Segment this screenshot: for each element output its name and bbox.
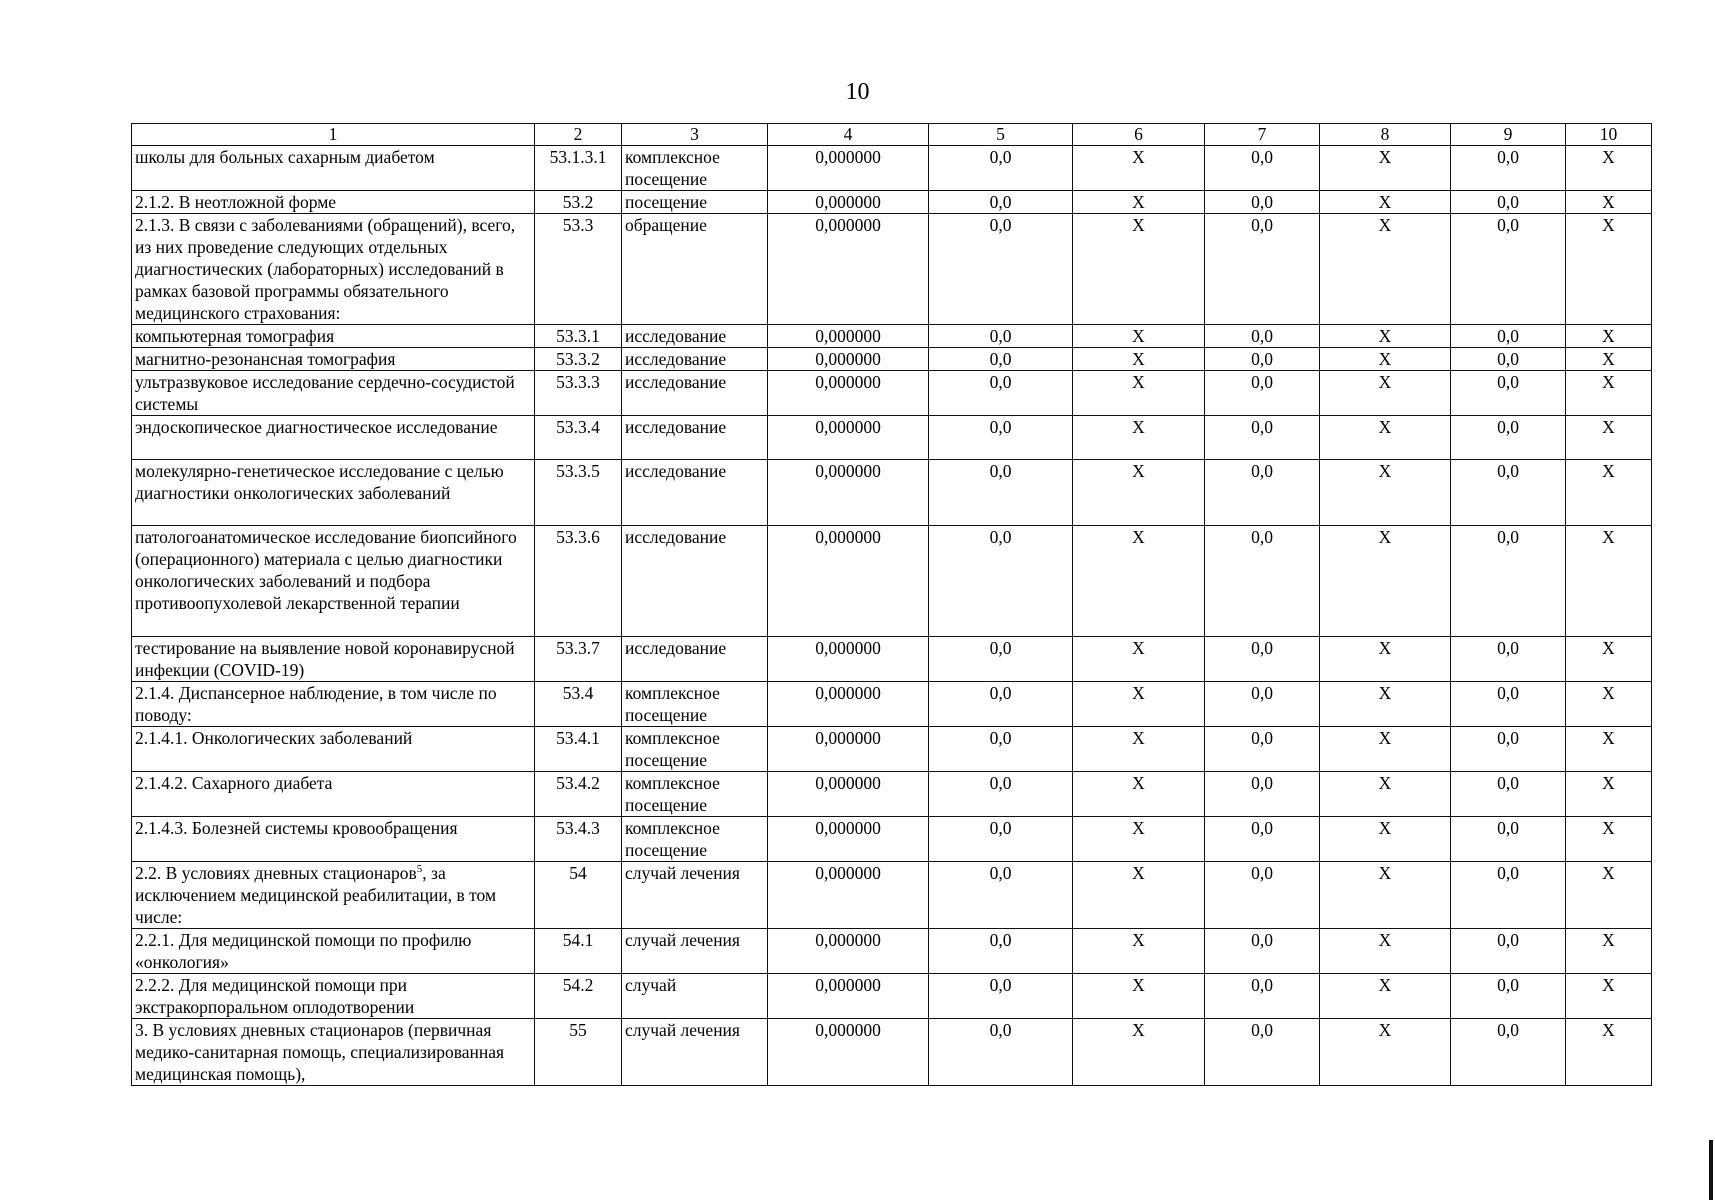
cell-col-5: 0,0 bbox=[929, 214, 1073, 325]
cell-col-6: Х bbox=[1073, 817, 1205, 862]
row-name-continuation: , за исключением медицинской реабилитации, в том числе: bbox=[135, 863, 497, 927]
cell-col-10: Х bbox=[1566, 371, 1652, 416]
cell-col-10: Х bbox=[1566, 1019, 1652, 1086]
row-unit: комплексное посещение bbox=[622, 146, 768, 191]
table-row bbox=[132, 460, 1652, 526]
column-header: 6 bbox=[1073, 124, 1205, 146]
row-code: 53.3.1 bbox=[535, 325, 622, 348]
cell-col-5: 0,0 bbox=[929, 146, 1073, 191]
cell-col-4: 0,000000 bbox=[768, 974, 929, 1019]
row-code: 55 bbox=[535, 1019, 622, 1086]
cell-col-7: 0,0 bbox=[1205, 191, 1320, 214]
row-name bbox=[132, 862, 535, 929]
cell-col-4: 0,000000 bbox=[768, 348, 929, 371]
cell-col-7: 0,0 bbox=[1205, 416, 1320, 460]
cell-col-10: Х bbox=[1566, 526, 1652, 637]
table-row bbox=[132, 146, 1652, 191]
cell-col-5: 0,0 bbox=[929, 817, 1073, 862]
cell-col-9: 0,0 bbox=[1451, 146, 1566, 191]
cell-col-4: 0,000000 bbox=[768, 146, 929, 191]
cell-col-7: 0,0 bbox=[1205, 1019, 1320, 1086]
row-code: 53.3.4 bbox=[535, 416, 622, 460]
cell-col-5: 0,0 bbox=[929, 460, 1073, 526]
row-name: школы для больных сахарным диабетом bbox=[132, 146, 535, 191]
cell-col-10: Х bbox=[1566, 862, 1652, 929]
cell-col-9: 0,0 bbox=[1451, 1019, 1566, 1086]
cell-col-4: 0,000000 bbox=[768, 214, 929, 325]
cell-col-10: Х bbox=[1566, 191, 1652, 214]
row-name: магнитно-резонансная томография bbox=[132, 348, 535, 371]
row-code: 53.3.5 bbox=[535, 460, 622, 526]
cell-col-10: Х bbox=[1566, 682, 1652, 727]
cell-col-6: Х bbox=[1073, 974, 1205, 1019]
scan-edge-mark bbox=[1709, 1140, 1713, 1200]
row-name: эндоскопическое диагностическое исследование bbox=[132, 416, 535, 460]
column-header: 10 bbox=[1566, 124, 1652, 146]
cell-col-9: 0,0 bbox=[1451, 325, 1566, 348]
cell-col-4: 0,000000 bbox=[768, 727, 929, 772]
cell-col-8: Х bbox=[1320, 371, 1451, 416]
cell-col-4: 0,000000 bbox=[768, 772, 929, 817]
cell-col-6: Х bbox=[1073, 191, 1205, 214]
cell-col-4: 0,000000 bbox=[768, 1019, 929, 1086]
cell-col-5: 0,0 bbox=[929, 191, 1073, 214]
cell-col-7: 0,0 bbox=[1205, 460, 1320, 526]
cell-col-9: 0,0 bbox=[1451, 526, 1566, 637]
cell-col-4: 0,000000 bbox=[768, 682, 929, 727]
cell-col-5: 0,0 bbox=[929, 772, 1073, 817]
cell-col-9: 0,0 bbox=[1451, 214, 1566, 325]
row-unit: случай bbox=[622, 974, 768, 1019]
cell-col-7: 0,0 bbox=[1205, 637, 1320, 682]
cell-col-6: Х bbox=[1073, 526, 1205, 637]
page-number: 10 bbox=[845, 79, 870, 105]
cell-col-9: 0,0 bbox=[1451, 727, 1566, 772]
table-row bbox=[132, 526, 1652, 637]
table-row bbox=[132, 637, 1652, 682]
row-name: 2.1.4.1. Онкологических заболеваний bbox=[132, 727, 535, 772]
cell-col-8: Х bbox=[1320, 416, 1451, 460]
cell-col-7: 0,0 bbox=[1205, 371, 1320, 416]
cell-col-10: Х bbox=[1566, 325, 1652, 348]
cell-col-6: Х bbox=[1073, 862, 1205, 929]
row-code: 53.4 bbox=[535, 682, 622, 727]
row-code: 53.4.2 bbox=[535, 772, 622, 817]
table-row bbox=[132, 371, 1652, 416]
cell-col-6: Х bbox=[1073, 682, 1205, 727]
cell-col-5: 0,0 bbox=[929, 371, 1073, 416]
cell-col-7: 0,0 bbox=[1205, 772, 1320, 817]
cell-col-7: 0,0 bbox=[1205, 214, 1320, 325]
row-unit: комплексное посещение bbox=[622, 772, 768, 817]
cell-col-5: 0,0 bbox=[929, 974, 1073, 1019]
cell-col-7: 0,0 bbox=[1205, 817, 1320, 862]
cell-col-7: 0,0 bbox=[1205, 526, 1320, 637]
cell-col-5: 0,0 bbox=[929, 325, 1073, 348]
table-row bbox=[132, 682, 1652, 727]
footnote-marker: 5 bbox=[416, 863, 423, 876]
cell-col-5: 0,0 bbox=[929, 727, 1073, 772]
row-name: 2.1.4.2. Сахарного диабета bbox=[132, 772, 535, 817]
cell-col-10: Х bbox=[1566, 637, 1652, 682]
column-header: 1 bbox=[132, 124, 535, 146]
cell-col-4: 0,000000 bbox=[768, 325, 929, 348]
row-unit: случай лечения bbox=[622, 862, 768, 929]
row-name: 2.2.2. Для медицинской помощи при экстракорпоральном оплодотворении bbox=[132, 974, 535, 1019]
cell-col-8: Х bbox=[1320, 727, 1451, 772]
cell-col-6: Х bbox=[1073, 416, 1205, 460]
cell-col-4: 0,000000 bbox=[768, 416, 929, 460]
cell-col-7: 0,0 bbox=[1205, 325, 1320, 348]
table-row bbox=[132, 862, 1652, 929]
cell-col-8: Х bbox=[1320, 146, 1451, 191]
cell-col-10: Х bbox=[1566, 817, 1652, 862]
table-body bbox=[132, 146, 1652, 1086]
table-row bbox=[132, 416, 1652, 460]
row-unit: исследование bbox=[622, 325, 768, 348]
cell-col-9: 0,0 bbox=[1451, 637, 1566, 682]
cell-col-5: 0,0 bbox=[929, 862, 1073, 929]
cell-col-8: Х bbox=[1320, 348, 1451, 371]
cell-col-5: 0,0 bbox=[929, 526, 1073, 637]
row-unit: обращение bbox=[622, 214, 768, 325]
row-code: 53.3.7 bbox=[535, 637, 622, 682]
row-unit: исследование bbox=[622, 348, 768, 371]
cell-col-10: Х bbox=[1566, 460, 1652, 526]
cell-col-4: 0,000000 bbox=[768, 191, 929, 214]
row-name: 2.1.3. В связи с заболеваниями (обращений), всего, из них проведение следующих отдельных диагностических (лабораторных) исследований в рамках базовой программы обязательного медицинского страхования: bbox=[132, 214, 535, 325]
header-row bbox=[132, 124, 1652, 146]
table-row bbox=[132, 1019, 1652, 1086]
row-name: 3. В условиях дневных стационаров (первичная медико-санитарная помощь, специализированная медицинская помощь), bbox=[132, 1019, 535, 1086]
cell-col-9: 0,0 bbox=[1451, 191, 1566, 214]
row-unit: случай лечения bbox=[622, 1019, 768, 1086]
cell-col-6: Х bbox=[1073, 371, 1205, 416]
cell-col-10: Х bbox=[1566, 416, 1652, 460]
cell-col-7: 0,0 bbox=[1205, 727, 1320, 772]
cell-col-4: 0,000000 bbox=[768, 526, 929, 637]
cell-col-6: Х bbox=[1073, 146, 1205, 191]
cell-col-9: 0,0 bbox=[1451, 416, 1566, 460]
row-unit: комплексное посещение bbox=[622, 727, 768, 772]
cell-col-5: 0,0 bbox=[929, 929, 1073, 974]
column-header: 8 bbox=[1320, 124, 1451, 146]
cell-col-4: 0,000000 bbox=[768, 862, 929, 929]
row-unit: комплексное посещение bbox=[622, 682, 768, 727]
column-header: 9 bbox=[1451, 124, 1566, 146]
cell-col-10: Х bbox=[1566, 727, 1652, 772]
row-code: 54 bbox=[535, 862, 622, 929]
row-unit: случай лечения bbox=[622, 929, 768, 974]
cell-col-8: Х bbox=[1320, 191, 1451, 214]
table-row bbox=[132, 191, 1652, 214]
column-header: 5 bbox=[929, 124, 1073, 146]
cell-col-9: 0,0 bbox=[1451, 862, 1566, 929]
cell-col-8: Х bbox=[1320, 974, 1451, 1019]
cell-col-9: 0,0 bbox=[1451, 974, 1566, 1019]
cell-col-6: Х bbox=[1073, 929, 1205, 974]
cell-col-6: Х bbox=[1073, 214, 1205, 325]
row-unit: исследование bbox=[622, 526, 768, 637]
cell-col-7: 0,0 bbox=[1205, 348, 1320, 371]
cell-col-7: 0,0 bbox=[1205, 682, 1320, 727]
cell-col-8: Х bbox=[1320, 637, 1451, 682]
row-unit: посещение bbox=[622, 191, 768, 214]
row-name: 2.1.4. Диспансерное наблюдение, в том числе по поводу: bbox=[132, 682, 535, 727]
cell-col-8: Х bbox=[1320, 682, 1451, 727]
row-code: 53.2 bbox=[535, 191, 622, 214]
cell-col-5: 0,0 bbox=[929, 416, 1073, 460]
cell-col-9: 0,0 bbox=[1451, 772, 1566, 817]
row-unit: исследование bbox=[622, 460, 768, 526]
cell-col-10: Х bbox=[1566, 974, 1652, 1019]
table-row bbox=[132, 817, 1652, 862]
row-unit: комплексное посещение bbox=[622, 817, 768, 862]
row-name: молекулярно-генетическое исследование с целью диагностики онкологических заболеваний bbox=[132, 460, 535, 526]
cell-col-5: 0,0 bbox=[929, 682, 1073, 727]
cell-col-4: 0,000000 bbox=[768, 929, 929, 974]
cell-col-8: Х bbox=[1320, 817, 1451, 862]
column-header: 2 bbox=[535, 124, 622, 146]
table-row bbox=[132, 325, 1652, 348]
data-table bbox=[131, 123, 1652, 1086]
cell-col-8: Х bbox=[1320, 214, 1451, 325]
table-row bbox=[132, 727, 1652, 772]
row-code: 53.3 bbox=[535, 214, 622, 325]
cell-col-10: Х bbox=[1566, 146, 1652, 191]
cell-col-6: Х bbox=[1073, 325, 1205, 348]
row-unit: исследование bbox=[622, 371, 768, 416]
row-code: 53.4.3 bbox=[535, 817, 622, 862]
cell-col-4: 0,000000 bbox=[768, 817, 929, 862]
cell-col-5: 0,0 bbox=[929, 348, 1073, 371]
cell-col-6: Х bbox=[1073, 727, 1205, 772]
row-code: 53.3.3 bbox=[535, 371, 622, 416]
cell-col-9: 0,0 bbox=[1451, 371, 1566, 416]
cell-col-9: 0,0 bbox=[1451, 817, 1566, 862]
cell-col-10: Х bbox=[1566, 772, 1652, 817]
cell-col-8: Х bbox=[1320, 460, 1451, 526]
row-name-text: 2.2. В условиях дневных стационаров bbox=[135, 863, 417, 883]
row-name: компьютерная томография bbox=[132, 325, 535, 348]
cell-col-6: Х bbox=[1073, 348, 1205, 371]
column-header: 3 bbox=[622, 124, 768, 146]
cell-col-7: 0,0 bbox=[1205, 974, 1320, 1019]
row-name: патологоанатомическое исследование биопсийного (операционного) материала с целью диагностики онкологических заболеваний и подбора противоопухолевой лекарственной терапии bbox=[132, 526, 535, 637]
cell-col-6: Х bbox=[1073, 637, 1205, 682]
cell-col-8: Х bbox=[1320, 772, 1451, 817]
row-unit: исследование bbox=[622, 637, 768, 682]
table-row bbox=[132, 348, 1652, 371]
cell-col-10: Х bbox=[1566, 214, 1652, 325]
table-row bbox=[132, 772, 1652, 817]
table-header bbox=[132, 124, 1652, 146]
row-code: 53.3.6 bbox=[535, 526, 622, 637]
cell-col-7: 0,0 bbox=[1205, 146, 1320, 191]
cell-col-7: 0,0 bbox=[1205, 929, 1320, 974]
cell-col-5: 0,0 bbox=[929, 1019, 1073, 1086]
table-row bbox=[132, 929, 1652, 974]
cell-col-9: 0,0 bbox=[1451, 682, 1566, 727]
row-name: 2.1.2. В неотложной форме bbox=[132, 191, 535, 214]
row-code: 53.4.1 bbox=[535, 727, 622, 772]
cell-col-4: 0,000000 bbox=[768, 371, 929, 416]
row-name: ультразвуковое исследование сердечно-сосудистой системы bbox=[132, 371, 535, 416]
cell-col-8: Х bbox=[1320, 929, 1451, 974]
cell-col-10: Х bbox=[1566, 929, 1652, 974]
table-row bbox=[132, 974, 1652, 1019]
row-name: тестирование на выявление новой коронавирусной инфекции (COVID-19) bbox=[132, 637, 535, 682]
cell-col-7: 0,0 bbox=[1205, 862, 1320, 929]
column-header: 4 bbox=[768, 124, 929, 146]
row-code: 53.3.2 bbox=[535, 348, 622, 371]
cell-col-10: Х bbox=[1566, 348, 1652, 371]
row-unit: исследование bbox=[622, 416, 768, 460]
cell-col-8: Х bbox=[1320, 325, 1451, 348]
cell-col-9: 0,0 bbox=[1451, 460, 1566, 526]
row-code: 53.1.3.1 bbox=[535, 146, 622, 191]
row-code: 54.1 bbox=[535, 929, 622, 974]
cell-col-9: 0,0 bbox=[1451, 348, 1566, 371]
row-name: 2.1.4.3. Болезней системы кровообращения bbox=[132, 817, 535, 862]
row-name: 2.2.1. Для медицинской помощи по профилю «онкология» bbox=[132, 929, 535, 974]
column-header: 7 bbox=[1205, 124, 1320, 146]
cell-col-5: 0,0 bbox=[929, 637, 1073, 682]
cell-col-8: Х bbox=[1320, 1019, 1451, 1086]
cell-col-9: 0,0 bbox=[1451, 929, 1566, 974]
cell-col-8: Х bbox=[1320, 526, 1451, 637]
cell-col-6: Х bbox=[1073, 460, 1205, 526]
cell-col-4: 0,000000 bbox=[768, 460, 929, 526]
cell-col-6: Х bbox=[1073, 1019, 1205, 1086]
cell-col-4: 0,000000 bbox=[768, 637, 929, 682]
cell-col-6: Х bbox=[1073, 772, 1205, 817]
table-row bbox=[132, 214, 1652, 325]
row-code: 54.2 bbox=[535, 974, 622, 1019]
cell-col-8: Х bbox=[1320, 862, 1451, 929]
